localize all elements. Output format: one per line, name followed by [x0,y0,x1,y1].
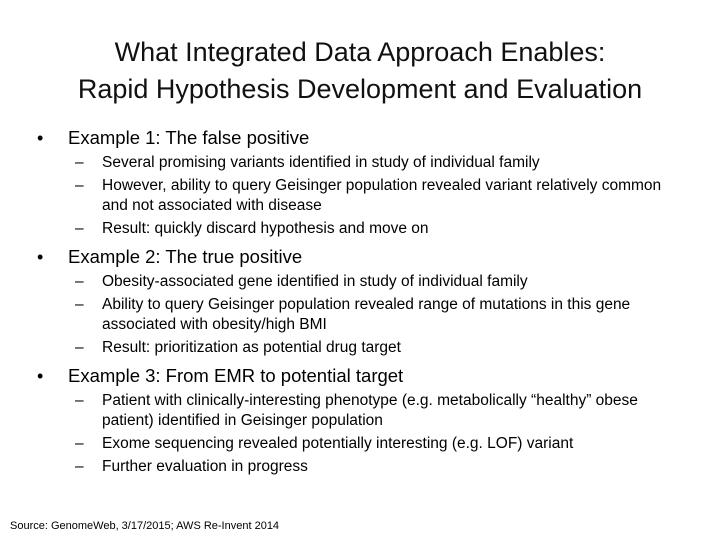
list-item [0,434,720,454]
list-item [0,338,720,358]
example-2-list [0,272,720,358]
dash-icon: – [75,273,84,290]
example-3-heading-text: Example 3: From EMR to potential target [68,365,404,386]
list-item [0,457,720,477]
example-3-list [0,391,720,477]
list-item [0,391,720,431]
dash-icon: – [75,435,84,452]
list-item-text: Ability to query Geisinger population revealed range of mutations in this gene associated with obesity/high BMI [102,296,631,333]
list-item [0,176,720,216]
list-item-text: Further evaluation in progress [102,458,308,475]
bullet-content [0,126,720,483]
example-1-list [0,153,720,239]
example-1-heading-text: Example 1: The false positive [68,127,310,148]
bullet-icon: • [37,247,44,267]
example-2-heading-text: Example 2: The true positive [68,246,303,267]
example-3-group [0,364,720,477]
example-2-heading [0,245,720,269]
dash-icon: – [75,339,84,356]
dash-icon: – [75,220,84,237]
dash-icon: – [75,154,84,171]
list-item [0,272,720,292]
list-item-text: However, ability to query Geisinger population revealed variant relatively common and not associated with disease [102,177,662,214]
list-item [0,153,720,173]
list-item-text: Result: prioritization as potential drug target [102,339,401,356]
dash-icon: – [75,177,84,194]
list-item-text: Result: quickly discard hypothesis and move on [102,220,429,237]
dash-icon: – [75,458,84,475]
source-citation: Source: GenomeWeb, 3/17/2015; AWS Re-Invent 2014 [10,520,280,532]
list-item-text: Several promising variants identified in study of individual family [102,154,540,171]
example-2-group [0,245,720,358]
bullet-icon: • [37,128,44,148]
list-item-text: Obesity-associated gene identified in study of individual family [102,273,528,290]
dash-icon: – [75,392,84,409]
example-1-group [0,126,720,239]
list-item-text: Exome sequencing revealed potentially interesting (e.g. LOF) variant [102,435,574,452]
list-item [0,219,720,239]
title-line-2: Rapid Hypothesis Development and Evaluation [77,74,643,104]
example-3-heading [0,364,720,388]
slide-title [20,34,700,108]
list-item [0,295,720,335]
list-item-text: Patient with clinically-interesting phenotype (e.g. metabolically “healthy” obese patient) identified in Geisinger population [102,392,638,429]
title-line-1: What Integrated Data Approach Enables: [114,37,606,67]
dash-icon: – [75,296,84,313]
example-1-heading [0,126,720,150]
bullet-icon: • [37,366,44,386]
